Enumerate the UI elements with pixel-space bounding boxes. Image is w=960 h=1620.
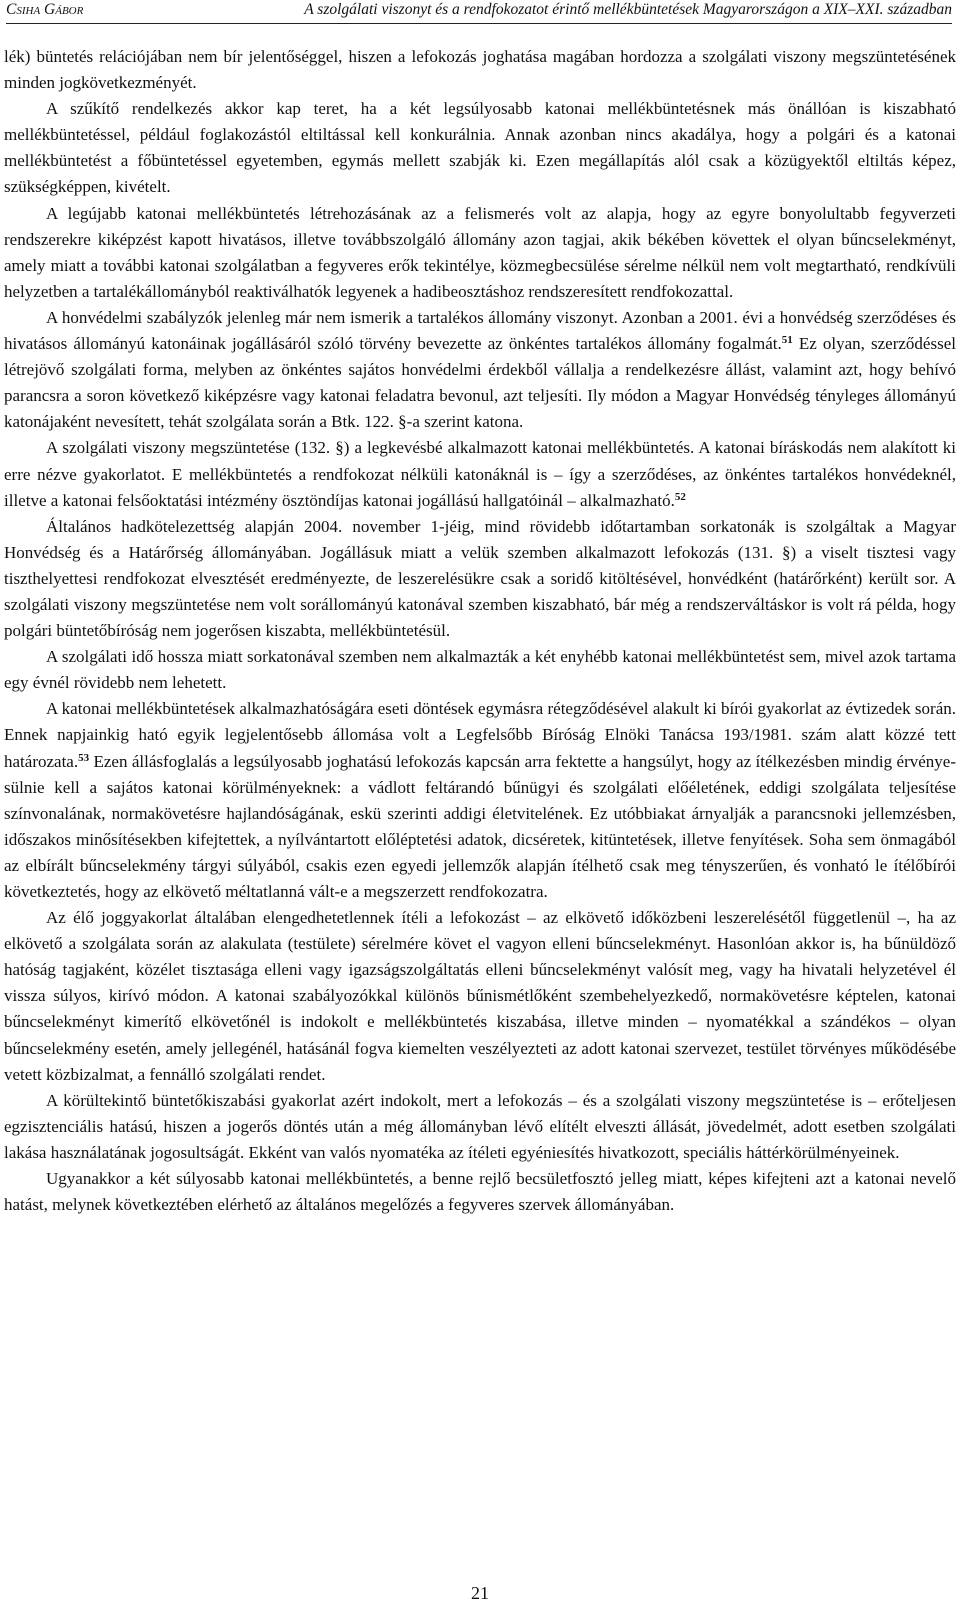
footnote-ref-52[interactable]: 52 bbox=[674, 490, 686, 503]
paragraph-8-text-a: A katonai mellékbüntetések alkalmazhatóságára eseti döntések egymásra rétegződésével alakult ki bírói gyakorlat az évtizedek során. Ennek napjainkig ható egyik legjelentősebb állomása volt a Legfelsőbb Bíróság Elnöki Tanácsa 193/1981. szám alatt közzé tett határozata. bbox=[4, 699, 956, 771]
running-header bbox=[6, 0, 952, 24]
header-rule bbox=[6, 23, 952, 24]
paragraph-5-text: A szolgálati viszony megszüntetése (132. §) a legkevésbé alkalmazott katonai mellékbüntetés. A katonai bíráskodás nem alakított ki erre nézve gyakorlatot. E mellékbüntetés a rendfokozat nélküli katonáknál is – így a szerződéses, az önkéntes tartalékos honvédeknél, illetve a katonai felsőoktatási intézmény ösztöndíjas katonai jogállású hallgatóinál – alkalmazható. bbox=[4, 438, 956, 510]
paragraph-8-text-b: Ezen állásfoglalás a legsúlyosabb joghatású lefokozás kapcsán arra fektette a hangsúlyt, hogy az ítélkezésben mindig érvényesülnie kell a sajátos katonai körülményeknek: a vádlott feltárandó bűnügyi és szolgálati előéletének, eddigi szolgálata teljesítése színvonalának, normakövetésre hajlandóságának, eskü szerinti addigi életvitelének. Ez utóbbiakat árnyalják a parancsnoki jellemzésben, időszakos minősítésekben kifejtettek, a nyílvántartott előléptetési adatok, dicséretek, kitüntetések, illetve fenyítések. Soha sem önmagából az elbírált bűncselekmény tárgyi súlyából, csakis ezen egyedi jellemzők alapján ítélhető csak meg tényszerűen, és vonható le ítélőbírói következtetés, hogy az elkövető méltatlanná vált-e a megszerzett rendfokozatra. bbox=[4, 751, 956, 901]
paragraph-4-text-b: Ez olyan, szerződéssel létrejövő szolgálati forma, melyben az önkéntes sajátos honvédelmi érdekből vállalja a rendelkezésre állást, valamint azt, hogy behívó parancsra a soron következő kiképzésre vagy katonai feladatra bevonul, azt teljesíti. Ily módon a Magyar Honvédség tényleges állományú katonájaként nevesített, tehát szolgálata során a Btk. 122. §-a szerint katona. bbox=[4, 334, 956, 432]
paragraph-2: A szűkítő rendelkezés akkor kap teret, ha a két legsúlyosabb katonai mellékbüntetésnek más önállóan is kiszabható mellékbüntetéssel, például foglakozástól eltiltással kell konkurálnia. Annak azonban nincs akadálya, hogy a polgári és a katonai mellékbüntetést a főbüntetéssel egyetemben, egymás mellett szabják ki. Ezen megállapítás alól csak a közügyektől eltiltás képez, szükségképpen, kivételt. bbox=[4, 99, 956, 197]
paragraph-5 bbox=[4, 435, 956, 513]
paragraph-7: A szolgálati idő hossza miatt sorkatonával szemben nem alkalmazták a két enyhébb katonai mellékbüntetést sem, mivel azok tartama egy évnél rövidebb nem lehetett. bbox=[4, 647, 956, 693]
paragraph-4-text-a: A honvédelmi szabályzók jelenleg már nem ismerik a tartalékos állomány viszonyt. Azonban a 2001. évi a honvédség szerződéses és hivatásos állományú katonáinak jogállásáról szóló törvény bevezette az önkéntes tartalékos állomány fogalmát. bbox=[4, 307, 956, 354]
footnote-ref-53[interactable]: 53 bbox=[78, 751, 90, 764]
paragraph-3: A legújabb katonai mellékbüntetés létrehozásának az a felismerés volt az alapja, hogy az egyre bonyolultabb fegyverzeti rendszerekre kiképzést kapott hivatásos, illetve továbbszolgáló állomány azon tagjai, akik békében követtek el olyan bűncselekményt, amely miatt a további katonai szolgálatban a fegyveres erők tekintélye, közmegbecsülése sérelme nélkül nem volt megtartható, rendkívüli helyzetben a tartalékállományból reaktiválhatók legyenek a hadibeosztáshoz rendszeresített rendfokozattal. bbox=[4, 203, 956, 301]
footnote-ref-51[interactable]: 51 bbox=[781, 334, 793, 347]
header-title: A szolgálati viszonyt és a rendfokozatot érintő mellékbüntetések Magyarországon a XIX–XXI. században bbox=[304, 1, 952, 18]
paragraph-6: Általános hadkötelezettség alapján 2004. november 1-jéig, mind rövidebb időtartamban sorkatonák is szolgáltak a Magyar Honvédség és a Határőrség állományában. Jogállásuk miatt a velük szemben alkalmazott lefokozás (131. §) a viselt tisztesi vagy tiszthelyettesi rendfokozat elvesztését eredményezte, de leszerelésükre csak a soridő kitöltésével, honvédként (határőrként) került sor. A szolgálati viszony megszüntetése nem volt sorállományú katonával szemben kiszabható, bár még a rendszerváltáskor is volt rá példa, hogy polgári büntetőbíróság nem jogerősen kiszabta, mellékbüntetésül. bbox=[4, 516, 956, 641]
body-text bbox=[4, 44, 956, 1218]
paragraph-10: A körültekintő büntetőkiszabási gyakorlat azért indokolt, mert a lefokozás – és a szolgálati viszony megszüntetése is – erőteljesen egzisztenciális hatású, hiszen a jogerős döntés után a még állományban lévő elítélt elveszti állását, jövedelmét, adott esetben szolgálati lakása használatának jogosultságát. Ekként van valós nyomatéka az ítéleti egyéniesítés hivatkozott, speciális háttérkörülményeinek. bbox=[4, 1090, 956, 1162]
paragraph-1: lék) büntetés relációjában nem bír jelentőséggel, hiszen a lefokozás joghatása magában hordozza a szolgálati viszony megszüntetésének minden jogkövetkezményét. bbox=[4, 47, 956, 93]
paragraph-8 bbox=[4, 696, 956, 905]
page-number: 21 bbox=[471, 1583, 489, 1603]
paragraph-11: Ugyanakkor a két súlyosabb katonai mellékbüntetés, a benne rejlő becsületfosztó jelleg miatt, képes kifejteni azt a katonai nevelő hatást, melynek következtében elérhető az általános megelőzés a fegyveres szervek állományában. bbox=[4, 1169, 956, 1215]
header-author: Csiha Gábor bbox=[6, 1, 84, 18]
paragraph-4 bbox=[4, 305, 956, 435]
paragraph-9: Az élő joggyakorlat általában elengedhetetlennek ítéli a lefokozást – az elkövető időközbeni leszerelésétől függetlenül –, ha az elkövető a szolgálata során az alakulata (testülete) sérelmére követ el vagyon elleni bűncselekményt. Hasonlóan akkor is, ha bűnüldöző hatóság tagjaként, közélet tisztasága elleni vagy igazságszolgáltatás elleni bűncselekményt valósít meg, vagy ha hivatali helyzetével él vissza súlyos, kirívó módon. A katonai szabályozókkal különös bűnismétlőként szembehelyezkedő, normakövetésre képtelen, katonai bűncselekményt kimerítő elkövetőnél is indokolt e mellékbüntetés kiszabása, illetve minden – nyomatékkal a szándékos – olyan bűncselekmény esetén, amely jellegénél, hatásánál fogva kiemelten veszélyezteti az adott katonai szervezet, testület törvényes működésébe vetett közbizalmat, a fennálló szolgálati rendet. bbox=[4, 908, 956, 1084]
